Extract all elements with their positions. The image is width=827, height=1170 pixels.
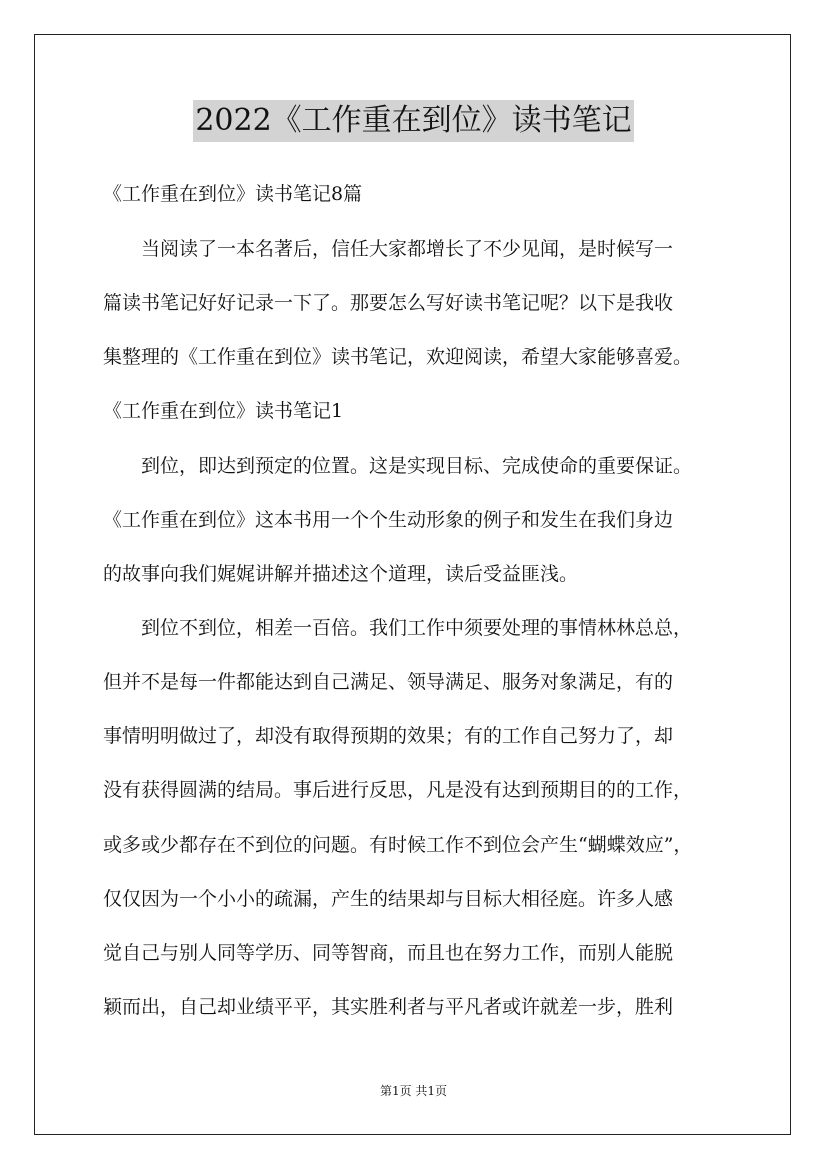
body-line: 或多或少都存在不到位的问题。有时候工作不到位会产生“蝴蝶效应”，	[103, 834, 693, 856]
body-line: 颖而出，自己却业绩平平，其实胜利者与平凡者或许就差一步，胜利	[103, 996, 674, 1018]
title-container	[0, 100, 827, 142]
body-line: 集整理的《工作重在到位》读书笔记，欢迎阅读，希望大家能够喜爱。	[103, 346, 693, 368]
body-line: 没有获得圆满的结局。事后进行反思，凡是没有达到预期目的的工作，	[103, 779, 693, 801]
body-line: 到位，即达到预定的位置。这是实现目标、完成使命的重要保证。	[141, 455, 693, 477]
section-heading: 《工作重在到位》读书笔记1	[103, 400, 344, 422]
body-line: 的故事向我们娓娓讲解并描述这个道理，读后受益匪浅。	[103, 563, 579, 585]
body-line: 但并不是每一件都能达到自己满足、领导满足、服务对象满足，有的	[103, 671, 674, 693]
body-line: 篇读书笔记好好记录一下了。那要怎么写好读书笔记呢？以下是我收	[103, 292, 674, 314]
body-line: 觉自己与别人同等学历、同等智商，而且也在努力工作，而别人能脱	[103, 942, 674, 964]
page-footer: 第1页 共1页	[379, 1084, 448, 1098]
body-line: 事情明明做过了，却没有取得预期的效果；有的工作自己努力了，却	[103, 725, 674, 747]
body-line: 仅仅因为一个小小的疏漏，产生的结果却与目标大相径庭。许多人感	[103, 888, 674, 910]
body-line: 《工作重在到位》这本书用一个个生动形象的例子和发生在我们身边	[103, 509, 674, 531]
document-title: 2022《工作重在到位》读书笔记	[193, 100, 633, 142]
body-line: 当阅读了一本名著后，信任大家都增长了不少见闻，是时候写一	[141, 238, 674, 260]
body-line: 到位不到位，相差一百倍。我们工作中须要处理的事情林林总总，	[141, 617, 693, 639]
subtitle-line: 《工作重在到位》读书笔记8篇	[103, 183, 363, 205]
